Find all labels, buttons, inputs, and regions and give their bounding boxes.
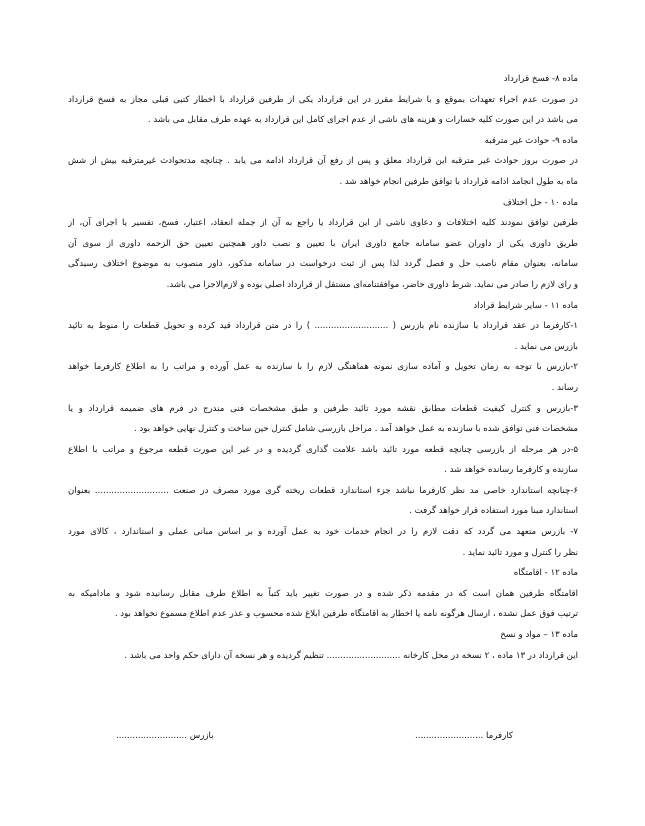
article-9-line-2: ماه به طول انجامد ادامه قرارداد با توافق طرفین انجام خواهد شد . <box>339 176 578 187</box>
article-10-line-2: طریق داوری یکی از داوران عضو سامانه جامع داوری ایران با تعیین و نصب داور همچنین تعیین حق الزحمه داوری از سوی آن <box>68 238 578 249</box>
article-11-item-1-line-2: بازرس می نماید . <box>514 341 578 352</box>
article-11-item-7-line-2: نظر را کنترل و مورد تائید نماید . <box>462 547 578 558</box>
article-11-item-6-line-2: استاندارد مبنا مورد استفاده قرار خواهد گرفت . <box>409 506 578 517</box>
article-10-heading: ماده ۱۰ - حل اختلاف <box>503 197 578 208</box>
article-11-item-3-line-2: مشخصات فنی توافق شده با سازنده به عمل خواهد آمد . مراحل بازرسی شامل کنترل حین ساخت و کنترل نهایی خواهد بود . <box>133 424 578 435</box>
article-8-line-1: در صورت عدم اجراء تعهدات بموقع و با شرایط مقرر در این قرارداد یکی از طرفین قرارداد با اخطار کتبی قبلی مجاز به فسخ قرارداد <box>68 94 578 105</box>
article-8-line-2: می باشد در این صورت کلیه خسارات و هزینه های ناشی از عدم اجرای کامل این قرارداد به عهده طرف مقابل می باشد . <box>147 115 578 126</box>
article-12-line-1: اقامتگاه طرفین همان است که در مقدمه ذکر شده و در صورت تغییر باید کتباً به اطلاع طرف مقابل رسانیده شود و مادامیکه به <box>68 588 578 599</box>
article-9-line-1: در صورت بروز حوادث غیر مترقبه این قرارداد معلق و پس از رفع آن قرارداد ادامه می یابد . چنانچه مدتحوادث غیرمترقبه بیش از شش <box>68 156 578 167</box>
article-11-item-1-line-1: ۱-کارفرما در عقد قرارداد با سازنده نام بازرس ( ........................... ) را در متن قرارداد قید کرده و تحویل قطعات را منوط به تائید <box>68 321 578 332</box>
contract-text <box>68 69 578 666</box>
article-11-item-3-line-1: ۳-بازرس و کنترل کیفیت قطعات مطابق نقشه مورد تائید طرفین و طبق مشخصات فنی مندرج در فرم های ضمیمه قرارداد و یا <box>68 403 578 414</box>
article-13-line-1: این قرارداد در ۱۳ ماده ، ۲ نسخه در محل کارخانه ........................... تنظیم گردیده و هر نسخه آن دارای حکم واحد می باشد . <box>124 650 578 661</box>
inspector-signature-line: بازرس .......................... <box>116 731 214 741</box>
article-10-line-1: طرفین توافق نمودند کلیه اختلافات و دعاوی ناشی از این قرارداد یا راجع به آن از جمله انعقاد، اعتبار، فسخ، تفسیر یا اجرای آن، از <box>68 218 578 229</box>
article-9-heading: ماده ۹- حوادث غیر مترقبه <box>484 135 578 146</box>
article-10-line-3: سامانه، بعنوان مقام ناصب حل و فصل گردد لذا پس از ثبت درخواست در سامانه مذکور، داور منصوب به موضوع اختلاف رسیدگی <box>68 259 578 270</box>
article-12-line-2: ترتیب فوق عمل نشده ، ارسال هرگونه نامه یا اخطار به اقامتگاه طرفین ابلاغ شده محسوب و عذر عدم اطلاع مسموع نخواهد بود . <box>114 609 578 620</box>
article-10-line-4: و رای لازم را صادر می نماید. شرط داوری حاضر، موافقتنامه‌ای مستقل از قرارداد اصلی بوده و لازم‌الاجرا می باشد. <box>166 279 578 290</box>
article-11-item-7-line-1: ۷- بازرس متعهد می گردد که دقت لازم را در انجام خدمات خود به عمل آورده و بر اساس مبانی عملی و استاندارد ، کالای مورد <box>68 527 578 538</box>
article-11-item-5-line-1: ۵-در هر مرحله از بازرسی چنانچه قطعه مورد تائید باشد علامت گذاری گردیده و در غیر این صورت قطعه مرجوع و مراتب با اطلاع <box>68 444 578 455</box>
article-11-heading: ماده ۱۱ - سایر شرایط قراداد <box>473 300 578 311</box>
article-11-item-2-line-2: رساند . <box>551 382 578 393</box>
article-11-item-6-line-1: ۶-چنانچه استاندارد خاصی مد نظر کارفرما نباشد جزء استاندارد قطعات ریخته گری مورد مصرف در صنعت ........................... بعنوان <box>68 485 578 496</box>
article-13-heading: ماده ۱۳ – مواد و نسخ <box>500 630 578 641</box>
article-12-heading: ماده ۱۲ - اقامتگاه <box>513 568 578 579</box>
article-11-item-5-line-2: سازنده و کارفرما رسانده خواهد شد . <box>444 465 578 476</box>
article-8-heading: ماده ۸- فسخ قرارداد <box>503 74 578 84</box>
article-11-item-2-line-1: ۲-بازرس با توجه به زمان تحویل و آماده سازی نمونه هماهنگی لازم را با سازنده به عمل آورده و مراتب را به اطلاع کارفرما خواهد <box>68 362 578 373</box>
contractor-signature-line: کارفرما ......................... <box>415 731 513 741</box>
